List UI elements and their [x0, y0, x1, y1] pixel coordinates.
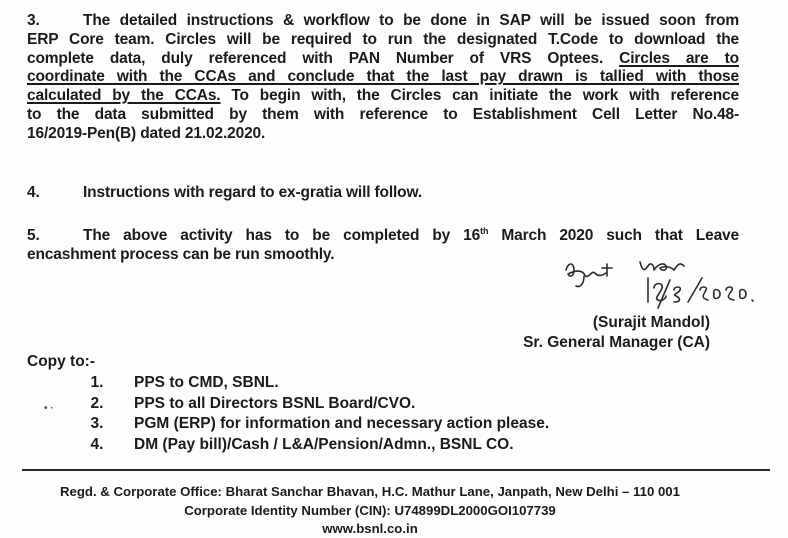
- underlined-text: Circles are to: [619, 49, 739, 67]
- paragraph-3-line-4: coordinate with the CCAs and conclude that the last pay drawn is tallied with those: [27, 68, 739, 86]
- paragraph-5-line-1: [27, 227, 739, 246]
- paragraph-3-line-7: 16/2019-Pen(B) dated 21.02.2020.: [27, 124, 266, 142]
- paragraph-text: The above activity has to be completed by 16: [83, 227, 481, 244]
- list-item: [60, 414, 549, 435]
- footer-website: www.bsnl.co.in: [322, 521, 418, 536]
- list-item-number: 1.: [90, 374, 104, 391]
- list-item-number: 2.: [90, 394, 104, 412]
- footer-cin: Corporate Identity Number (CIN): U74899DL2000GOI107739: [184, 503, 556, 518]
- paragraph-text: March 2020 such that Leave: [501, 227, 739, 244]
- paragraph-3-line-6: to the data submitted by them with reference to Establishment Cell Letter No.48-: [27, 105, 739, 123]
- list-item-text: DM (Pay bill)/Cash / L&A/Pension/Admn., BSNL CO.: [134, 435, 514, 453]
- footer-divider: [22, 469, 770, 471]
- list-item: [60, 394, 549, 415]
- paragraph-3-line-5: [27, 87, 739, 106]
- list-item-text: PGM (ERP) for information and necessary action please.: [134, 415, 550, 433]
- paragraph-number: 3.: [27, 12, 40, 29]
- list-item: [60, 435, 549, 456]
- superscript: th: [480, 225, 489, 236]
- paragraph-3: [27, 12, 739, 144]
- paragraph-4: [27, 184, 739, 203]
- underlined-text: calculated by the CCAs.: [27, 87, 221, 105]
- copy-to-heading: Copy to:-: [27, 353, 96, 370]
- list-item: [60, 373, 549, 394]
- signatory-designation: Sr. General Manager (CA): [523, 334, 710, 351]
- footer-office-address: Regd. & Corporate Office: Bharat Sanchar Bhavan, H.C. Mathur Lane, Janpath, New Delhi – 110 001: [60, 484, 680, 499]
- signature-block: [500, 256, 760, 356]
- paragraph-number: 5.: [27, 227, 40, 244]
- copy-to-list: [60, 373, 549, 455]
- paragraph-4-line: [27, 184, 739, 203]
- paragraph-3-line-3: [27, 50, 739, 69]
- handwritten-signature: [562, 256, 762, 316]
- paragraph-3-line-1: [27, 12, 739, 31]
- paragraph-text: complete data, duly referenced with PAN Number of VRS Optees.: [27, 49, 604, 67]
- paragraph-text: To begin with, the Circles can initiate the work with reference: [231, 87, 739, 105]
- paragraph-5-line-2: encashment process can be run smoothly.: [27, 245, 335, 263]
- signatory-name: (Surajit Mandol): [592, 314, 710, 331]
- stray-dot-mark: • ·: [44, 403, 54, 414]
- list-item-number: 3.: [90, 415, 104, 433]
- list-item-number: 4.: [90, 435, 104, 453]
- paragraph-number: 4.: [27, 184, 40, 201]
- paragraph-text: Instructions with regard to ex-gratia will follow.: [83, 184, 422, 201]
- list-item-text: PPS to CMD, SBNL.: [134, 374, 279, 391]
- paragraph-text: The detailed instructions & workflow to be done in SAP will be issued soon from: [83, 12, 739, 29]
- list-item-text: PPS to all Directors BSNL Board/CVO.: [134, 394, 416, 412]
- paragraph-3-line-2: ERP Core team. Circles will be required to run the designated T.Code to download the: [27, 30, 739, 48]
